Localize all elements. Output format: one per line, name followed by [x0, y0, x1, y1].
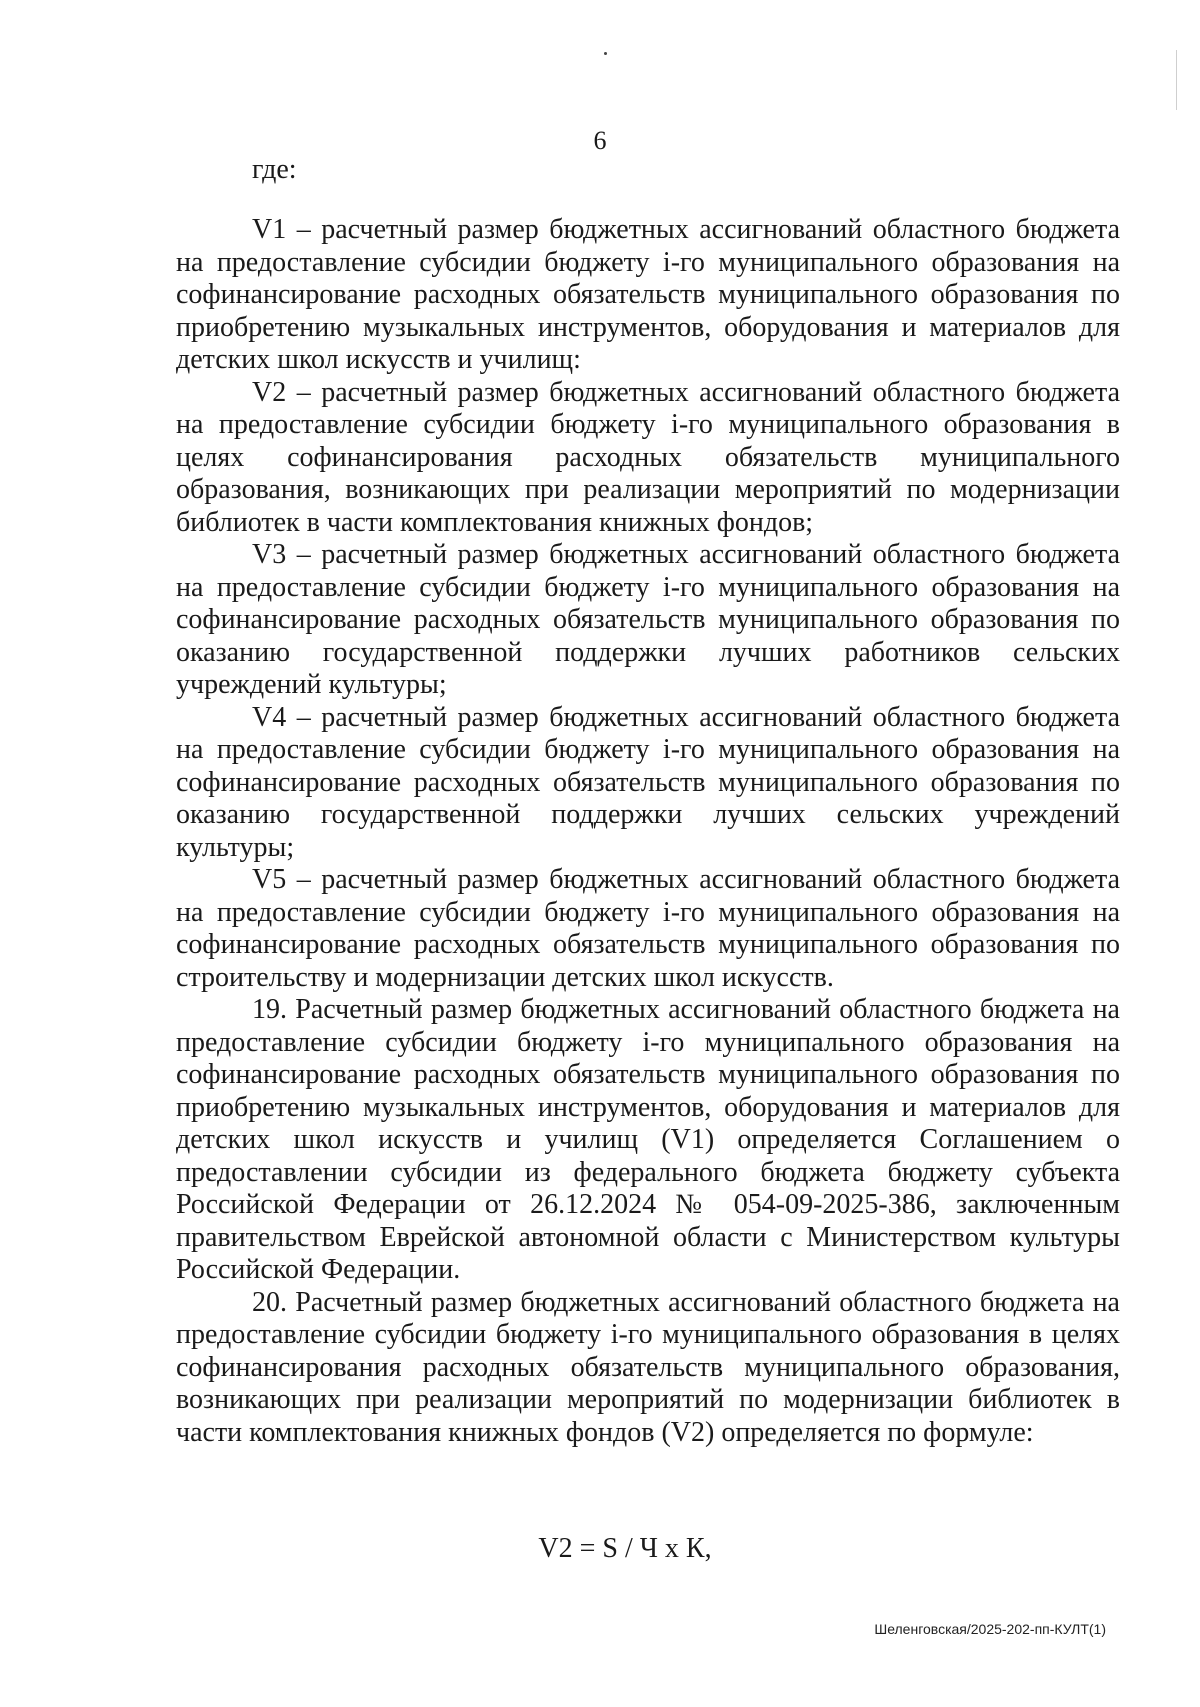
scan-speck [604, 52, 607, 55]
document-code: Шеленговская/2025-202-пп-КУЛТ(1) [874, 1621, 1106, 1637]
scan-edge-mark [1176, 50, 1177, 110]
definition-v1: V1 – расчетный размер бюджетных ассигнований областного бюджета на предоставление субсидии бюджету i-го муниципального образования на софинансирование расходных обязательств муниципального образования по приобретению музыкальных инструментов, оборудования и материалов для детских школ искусств и училищ: [176, 214, 1120, 375]
definition-v2: V2 – расчетный размер бюджетных ассигнований областного бюджета на предоставление субсидии бюджету i-го муниципального образования в целях софинансирования расходных обязательств муниципального образования, возникающих при реализации мероприятий по модернизации библиотек в части комплектования книжных фондов; [176, 376, 1120, 538]
definition-v4: V4 – расчетный размер бюджетных ассигнований областного бюджета на предоставление субсидии бюджету i-го муниципального образования на софинансирование расходных обязательств муниципального образования по оказанию государственной поддержки лучших сельских учреждений культуры; [176, 701, 1120, 863]
definition-v5: V5 – расчетный размер бюджетных ассигнований областного бюджета на предоставление субсидии бюджету i-го муниципального образования на софинансирование расходных обязательств муниципального образования по строительству и модернизации детских школ искусств. [176, 864, 1120, 993]
formula: V2 = S / Ч х К, [538, 1533, 712, 1564]
where-label: где: [252, 154, 297, 185]
page-number: 6 [593, 126, 607, 155]
clause-20: 20. Расчетный размер бюджетных ассигнований областного бюджета на предоставление субсидии бюджету i-го муниципального образования в целях софинансирования расходных обязательств муниципального образования, возникающих при реализации мероприятий по модернизации библиотек в части комплектования книжных фондов (V2) определяется по формуле: [176, 1286, 1120, 1448]
clause-19: 19. Расчетный размер бюджетных ассигнований областного бюджета на предоставление субсидии бюджету i-го муниципального образования на софинансирование расходных обязательств муниципального образования по приобретению музыкальных инструментов, оборудования и материалов для детских школ искусств и училищ (V1) определяется Соглашением о предоставлении субсидии из федерального бюджета бюджету субъекта Российской Федерации от 26.12.2024 № 054-09-2025-386, заключенным правительством Еврейской автономной области с Министерством культуры Российской Федерации. [176, 994, 1120, 1285]
definition-v3: V3 – расчетный размер бюджетных ассигнований областного бюджета на предоставление субсидии бюджету i-го муниципального образования на софинансирование расходных обязательств муниципального образования по оказанию государственной поддержки лучших работников сельских учреждений культуры; [176, 539, 1120, 700]
body-text [176, 214, 1120, 1449]
